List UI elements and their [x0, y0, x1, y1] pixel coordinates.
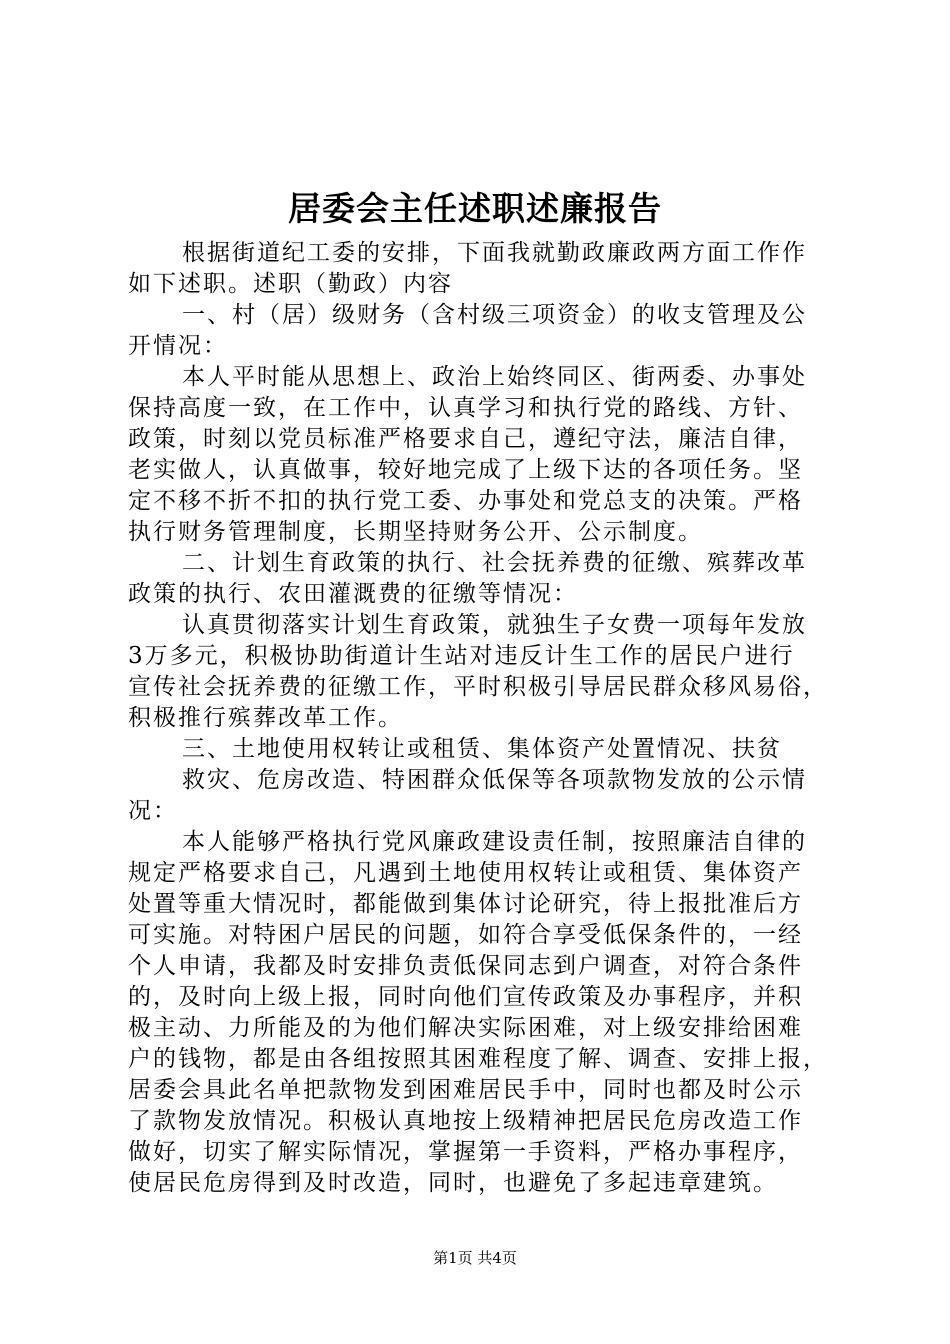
body-line: 保持高度一致，在工作中，认真学习和执行党的路线、方针、: [128, 395, 803, 421]
body-line: 三、土地使用权转让或租赁、集体资产处置情况、扶贫: [182, 736, 782, 762]
body-line: 二、计划生育政策的执行、社会抚养费的征缴、殡葬改革: [182, 550, 807, 576]
body-line: 规定严格要求自己，凡遇到土地使用权转让或租赁、集体资产: [128, 860, 803, 886]
body-line: 执行财务管理制度，长期坚持财务公开、公示制度。: [128, 519, 703, 545]
body-line: 政策，时刻以党员标准严格要求自己，遵纪守法，廉洁自律，: [128, 426, 803, 452]
body-line: 可实施。对特困户居民的问题，如符合享受低保条件的，一经: [128, 922, 803, 948]
body-line: 本人能够严格执行党风廉政建设责任制，按照廉洁自律的: [182, 829, 807, 855]
body-line: 定不移不折不扣的执行党工委、办事处和党总支的决策。严格: [128, 488, 803, 514]
body-line: 的，及时向上级上报，同时向他们宣传政策及办事程序，并积: [128, 984, 803, 1010]
body-line: 如下述职。述职（勤政）内容: [128, 271, 453, 297]
body-line: 做好，切实了解实际情况，掌握第一手资料，严格办事程序，: [128, 1139, 803, 1165]
body-line: 老实做人，认真做事，较好地完成了上级下达的各项任务。坚: [128, 457, 803, 483]
body-line: 使居民危房得到及时改造，同时，也避免了多起违章建筑。: [128, 1170, 778, 1196]
body-line: 认真贯彻落实计划生育政策，就独生子女费一项每年发放: [182, 612, 807, 638]
body-line: 户的钱物，都是由各组按照其困难程度了解、调查、安排上报，: [128, 1046, 828, 1072]
document-title: 居委会主任述职述廉报告: [288, 189, 662, 228]
body-line: 居委会具此名单把款物发到困难居民手中，同时也都及时公示: [128, 1077, 803, 1103]
body-line: 一、村（居）级财务（含村级三项资金）的收支管理及公: [182, 302, 807, 328]
body-line: 宣传社会抚养费的征缴工作，平时积极引导居民群众移风易俗，: [128, 674, 828, 700]
document-body: [128, 238, 828, 1199]
body-line: 3万多元，积极协助街道计生站对违反计生工作的居民户进行: [128, 643, 795, 669]
body-line: 积极推行殡葬改革工作。: [128, 705, 403, 731]
body-line: 政策的执行、农田灌溉费的征缴等情况：: [128, 581, 578, 607]
body-line: 处置等重大情况时，都能做到集体讨论研究，待上报批准后方: [128, 891, 803, 917]
body-line: 极主动、力所能及的为他们解决实际困难，对上级安排给困难: [128, 1015, 803, 1041]
body-line: 救灾、危房改造、特困群众低保等各项款物发放的公示情: [182, 767, 807, 793]
body-line: 开情况：: [128, 333, 228, 359]
body-line: 根据街道纪工委的安排，下面我就勤政廉政两方面工作作: [182, 240, 807, 266]
body-line: 个人申请，我都及时安排负责低保同志到户调查，对符合条件: [128, 953, 803, 979]
body-line: 本人平时能从思想上、政治上始终同区、街两委、办事处: [182, 364, 807, 390]
body-line: 况：: [128, 798, 178, 824]
page-footer: 第1页 共4页: [433, 1249, 517, 1267]
body-line: 了款物发放情况。积极认真地按上级精神把居民危房改造工作: [128, 1108, 803, 1134]
